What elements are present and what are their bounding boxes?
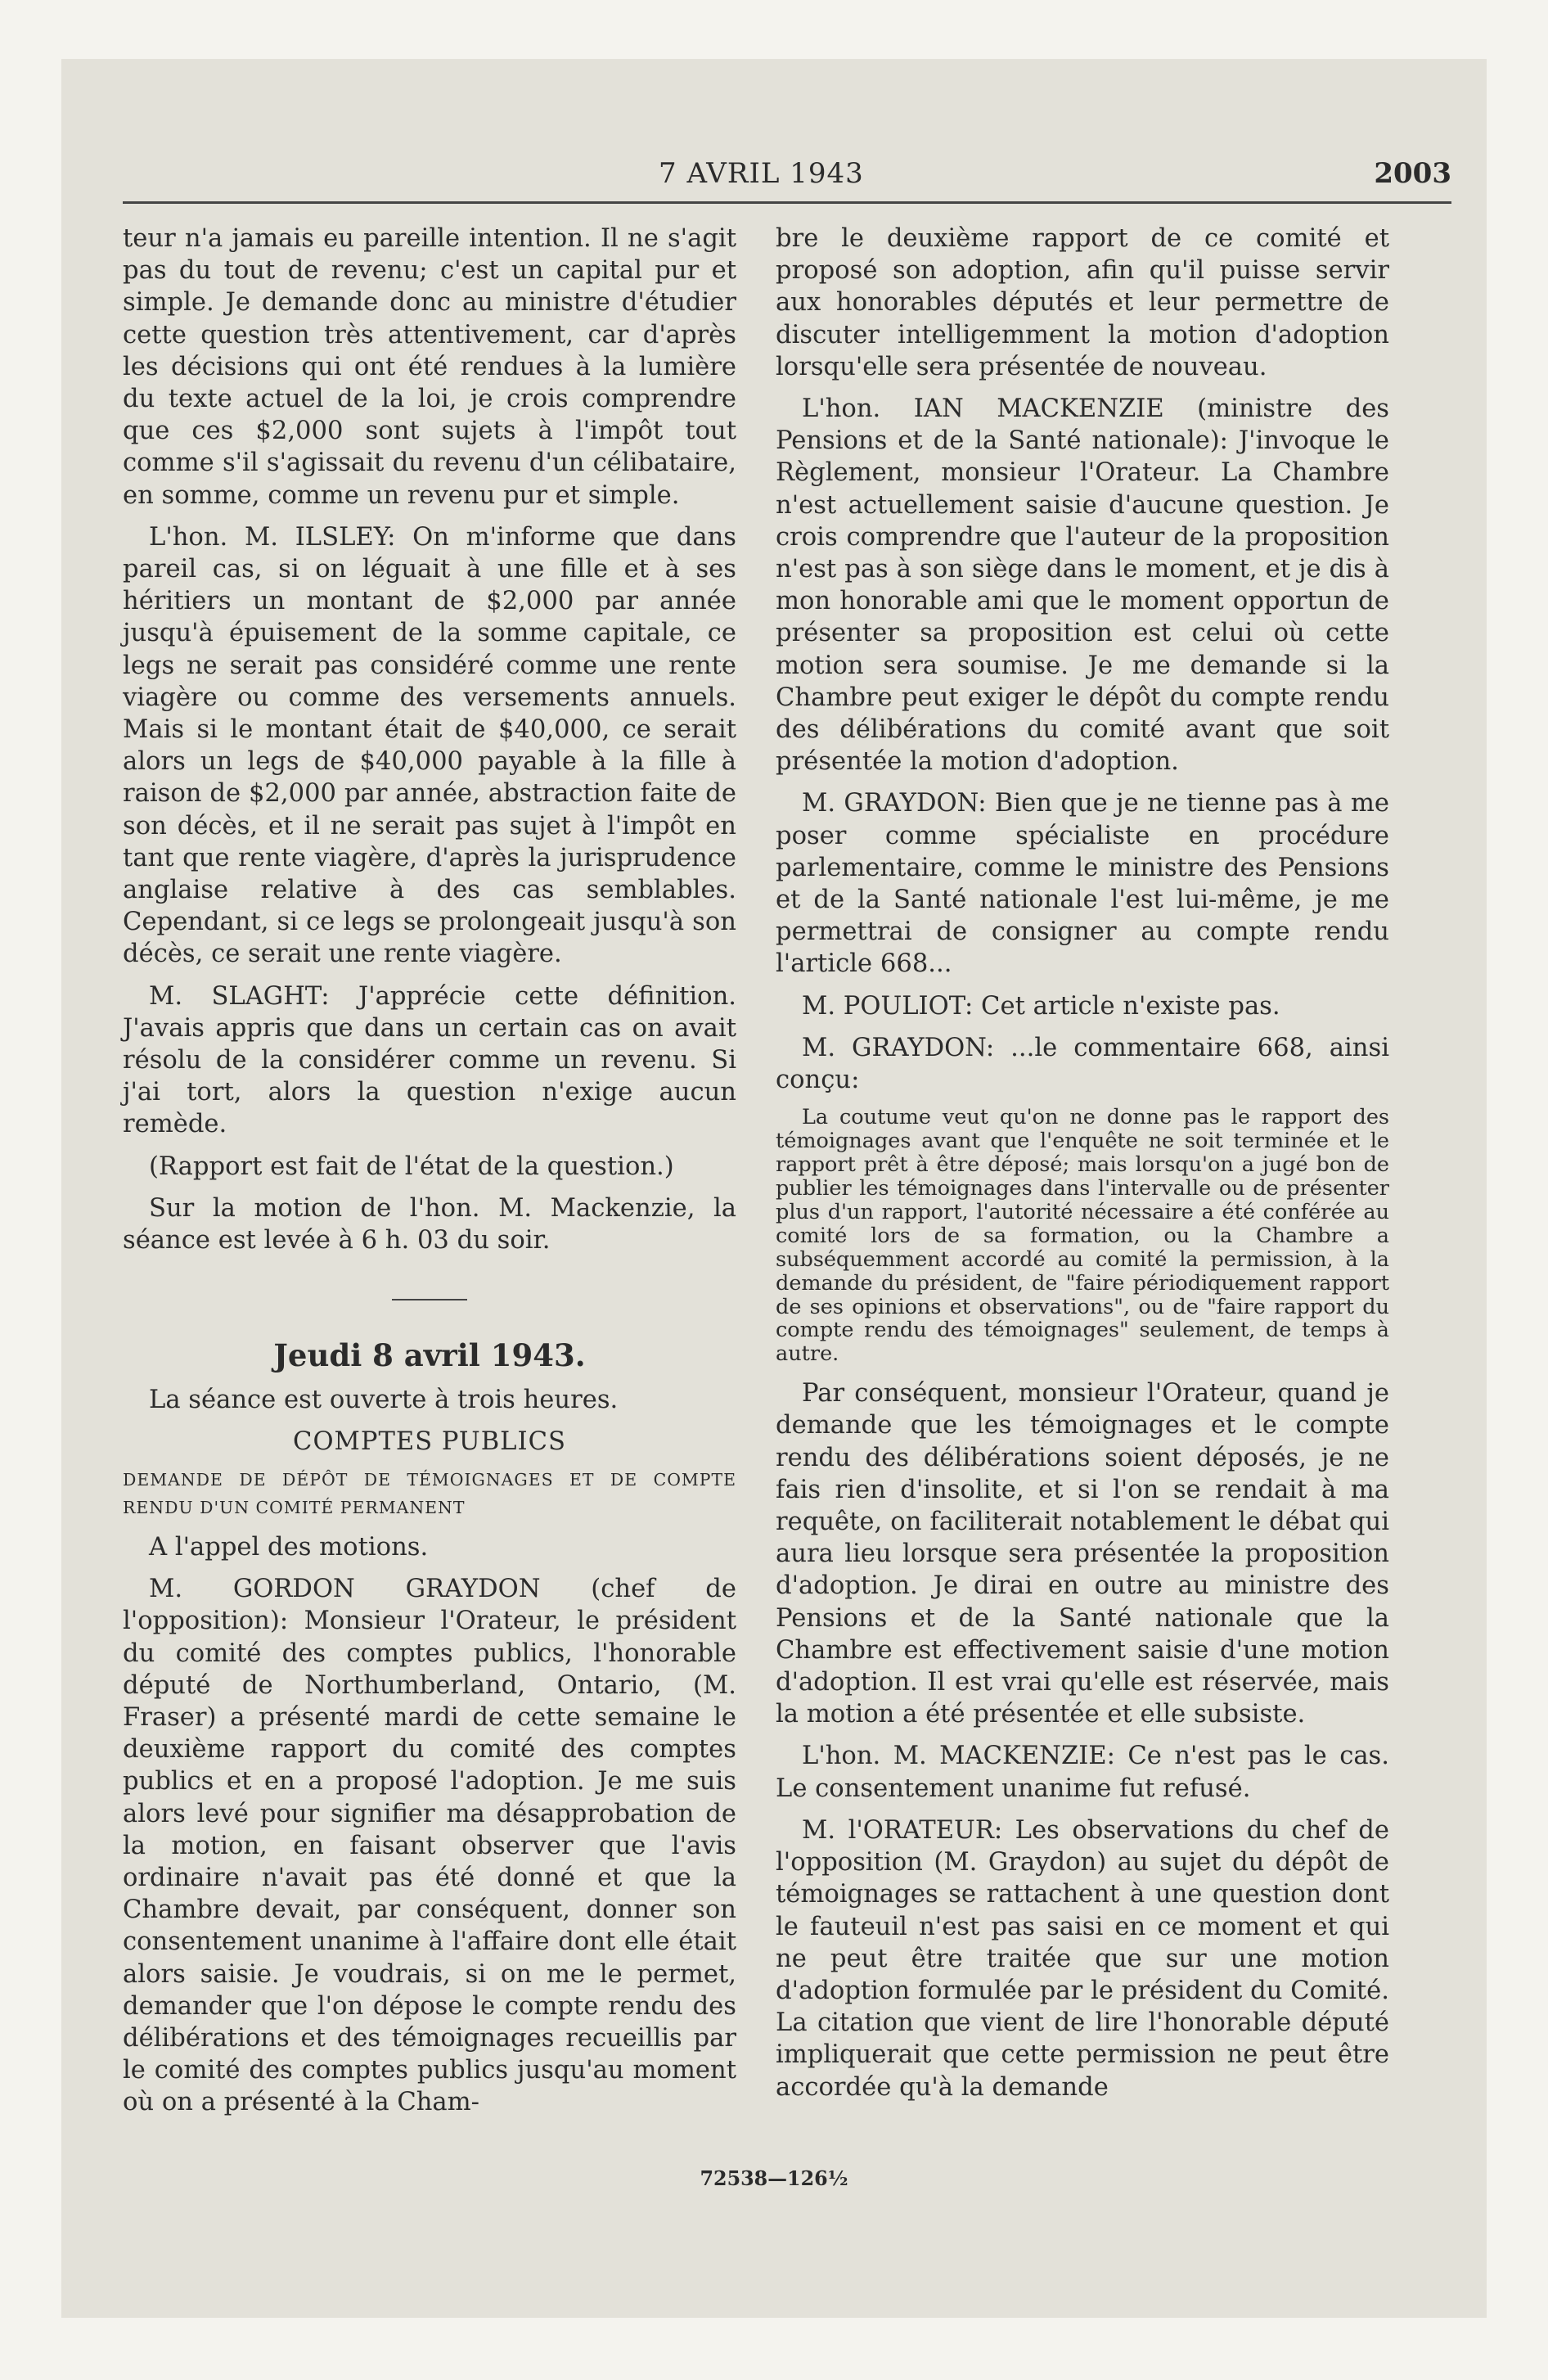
paragraph: M. POULIOT: Cet article n'existe pas. [802,991,1280,1021]
header-rule [123,201,1451,204]
paragraph: teur n'a jamais eu pareille intention. Il ne s'agit pas du tout de revenu; c'est un capital pur et simple. Je demande donc au ministre d'étudier cette question très attentivement, car d'après les décisions qui ont été rendues à la lumière du texte actuel de la loi, je crois comprendre que ces $2,000 sont sujets à l'impôt tout comme s'il s'agissait du revenu d'un célibataire, en somme, comme un revenu pur et simple. [123,224,736,510]
paragraph: A l'appel des motions. [149,1532,429,1562]
paragraph: Sur la motion de l'hon. M. Mackenzie, la séance est levée à 6 h. 03 du soir. [123,1193,736,1255]
page-header [123,157,1451,192]
footer-code: 72538—126½ [700,2167,848,2190]
left-column [123,223,736,2129]
paragraph: L'hon. IAN MACKENZIE (ministre des Pensions et de la Santé nationale): J'invoque le Règlement, monsieur l'Orateur. La Chambre n'est actuellement saisie d'aucune question. Je crois comprendre que l'auteur de la proposition n'est pas à son siège dans le moment, et je dis à mon honorable ami que le moment opportun de présenter sa proposition est celui où cette motion sera soumise. Je me demande si la Chambre peut exiger le dépôt du compte rendu des délibérations du comité avant que soit présentée la motion d'adoption. [776,394,1389,777]
subsection-heading: DEMANDE DE DÉPÔT DE TÉMOIGNAGES ET DE COMPTE RENDU D'UN COMITÉ PERMANENT [123,1469,736,1517]
right-column [776,223,1389,2113]
paragraph: M. GRAYDON: Bien que je ne tienne pas à me poser comme spécialiste en procédure parlementaire, comme le ministre des Pensions et de la Santé nationale l'est lui-même, je me permettrai de consigner au compte rendu l'article 668... [776,789,1389,979]
section-separator [392,1299,467,1300]
paragraph: M. GRAYDON: ...le commentaire 668, ainsi conçu: [776,1033,1389,1095]
header-date: 7 AVRIL 1943 [659,157,864,190]
paragraph: La séance est ouverte à trois heures. [149,1385,619,1414]
paragraph: L'hon. M. ILSLEY: On m'informe que dans pareil cas, si on léguait à une fille et à ses héritiers un montant de $2,000 par année jusqu'à épuisement de la somme capitale, ce legs ne serait pas considéré comme une rente viagère ou comme des versements annuels. Mais si le montant était de $40,000, ce serait alors un legs de $40,000 payable à la fille à raison de $2,000 par année, abstraction faite de son décès, et il ne serait pas sujet à l'impôt en tant que rente viagère, d'après la jurisprudence anglaise relative à des cas semblables. Cependant, si ce legs se prolongeait jusqu'à son décès, ce serait une rente viagère. [123,522,736,969]
sitting-date-heading: Jeudi 8 avril 1943. [273,1337,586,1374]
paragraph: M. SLAGHT: J'apprécie cette définition. J'avais appris que dans un certain cas on avait résolu de la considérer comme un revenu. Si j'ai tort, alors la question n'exige aucun remède. [123,981,736,1139]
page-number: 2003 [1374,157,1451,190]
paragraph: (Rapport est fait de l'état de la question.) [149,1152,674,1181]
section-heading: COMPTES PUBLICS [293,1427,566,1456]
paragraph: bre le deuxième rapport de ce comité et proposé son adoption, afin qu'il puisse servir aux honorables députés et leur permettre de discuter intelligemment la motion d'adoption lorsqu'elle sera présentée de nouveau. [776,224,1389,381]
quoted-passage: La coutume veut qu'on ne donne pas le rapport des témoignages avant que l'enquête ne soit terminée et le rapport prêt à être déposé; mais lorsqu'on a jugé bon de publier les témoignages dans l'intervalle ou de présenter plus d'un rapport, l'autorité nécessaire a été conférée au comité lors de sa formation, ou la Chambre a subséquemment accordé au comité la permission, à la demande du président, de "faire périodiquement rapport de ses opinions et observations", ou de "faire rapport du compte rendu des témoignages" seulement, de temps à autre. [776,1105,1389,1367]
paragraph: L'hon. M. MACKENZIE: Ce n'est pas le cas. Le consentement unanime fut refusé. [776,1742,1389,1803]
paragraph: M. GORDON GRAYDON (chef de l'opposition): Monsieur l'Orateur, le président du comité des comptes publics, l'honorable député de Northumberland, Ontario, (M. Fraser) a présenté mardi de cette semaine le deuxième rapport du comité des comptes publics et en a proposé l'adoption. Je me suis alors levé pour signifier ma désapprobation de la motion, en faisant observer que l'avis ordinaire n'avait pas été donné et que la Chambre devait, par conséquent, donner son consentement unanime à l'affaire dont elle était alors saisie. Je voudrais, si on me le permet, demander que l'on dépose le compte rendu des délibérations et des témoignages recueillis par le comité des comptes publics jusqu'au moment où on a présenté à la Cham- [123,1575,736,2117]
paragraph: M. l'ORATEUR: Les observations du chef de l'opposition (M. Graydon) au sujet du dépôt de témoignages se rattachent à une question dont le fauteuil n'est pas saisi en ce moment et qui ne peut être traitée que sur une motion d'adoption formulée par le président du Comité. La citation que vient de lire l'honorable député impliquerait que cette permission ne peut être accordée qu'à la demande [776,1815,1389,2102]
paragraph: Par conséquent, monsieur l'Orateur, quand je demande que les témoignages et le compte rendu des délibérations soient déposés, je ne fais rien d'insolite, et si l'on se rendait à ma requête, on faciliterait notablement le débat qui aura lieu lorsque sera présentée la proposition d'adoption. Je dirai en outre au ministre des Pensions et de la Santé nationale que la Chambre est effectivement saisie d'une motion d'adoption. Il est vrai qu'elle est réservée, mais la motion a été présentée et elle subsiste. [776,1379,1389,1729]
